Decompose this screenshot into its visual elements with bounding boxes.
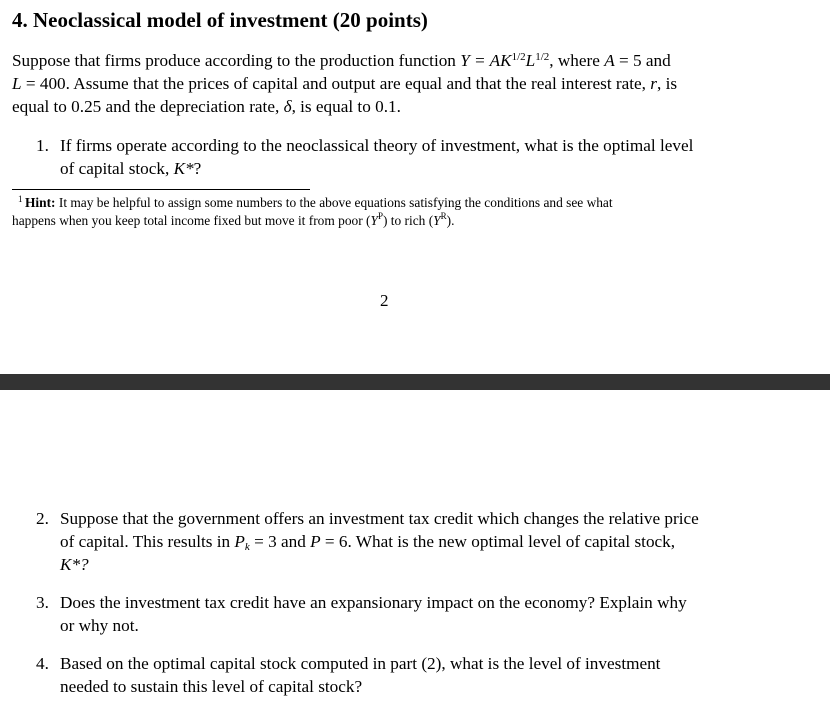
page-separator — [0, 374, 830, 390]
section-heading: 4. Neoclassical model of investment (20 points) — [12, 8, 428, 32]
footnote-line-2: happens when you keep total income fixed but move it from poor $(Y^P)$ to rich $(Y^R)$. — [12, 211, 455, 228]
footnote-mark: 1 — [18, 194, 23, 204]
question-1 — [36, 134, 693, 180]
question-4 — [36, 652, 660, 698]
intro-line-1: Suppose that firms produce according to the production function $Y = AK^{1/2}L^{1/2}$, where A = 5 and — [12, 51, 671, 70]
question-line: of capital. This results in $P_k = 3$ and P = 6. What is the new optimal level of capital stock, — [60, 532, 676, 553]
footnote-line-1: 1 Hint: It may be helpful to assign some numbers to the above equations satisfying the conditions and see what — [12, 194, 762, 212]
question-2 — [36, 507, 699, 576]
footnote — [12, 194, 762, 230]
intro-line-3: equal to 0.25 and the depreciation rate, δ, is equal to 0.1. — [12, 97, 401, 116]
question-line: needed to sustain this level of capital stock? — [60, 677, 363, 696]
question-line: If firms operate according to the neoclassical theory of investment, what is the optimal level — [60, 136, 694, 155]
intro-line-2: L = 400. Assume that the prices of capital and output are equal and that the real interest rate, r, is — [12, 74, 678, 93]
question-number: 3. — [36, 593, 49, 612]
question-line: Based on the optimal capital stock computed in part (2), what is the level of investment — [60, 654, 661, 673]
page-number: 2 — [380, 291, 389, 310]
question-line: Does the investment tax credit have an expansionary impact on the economy? Explain why — [60, 593, 687, 612]
footnote-rule — [12, 189, 310, 190]
question-number: 2. — [36, 509, 49, 528]
question-line: of capital stock, K*? — [60, 159, 202, 178]
question-line: or why not. — [60, 616, 139, 635]
question-number: 1. — [36, 136, 49, 155]
question-3 — [36, 591, 687, 637]
question-line: Suppose that the government offers an investment tax credit which changes the relative price — [60, 509, 699, 528]
question-number: 4. — [36, 654, 49, 673]
page-3-sheet — [0, 390, 830, 722]
problem-intro — [12, 49, 760, 118]
question-line: K*? — [60, 555, 89, 574]
